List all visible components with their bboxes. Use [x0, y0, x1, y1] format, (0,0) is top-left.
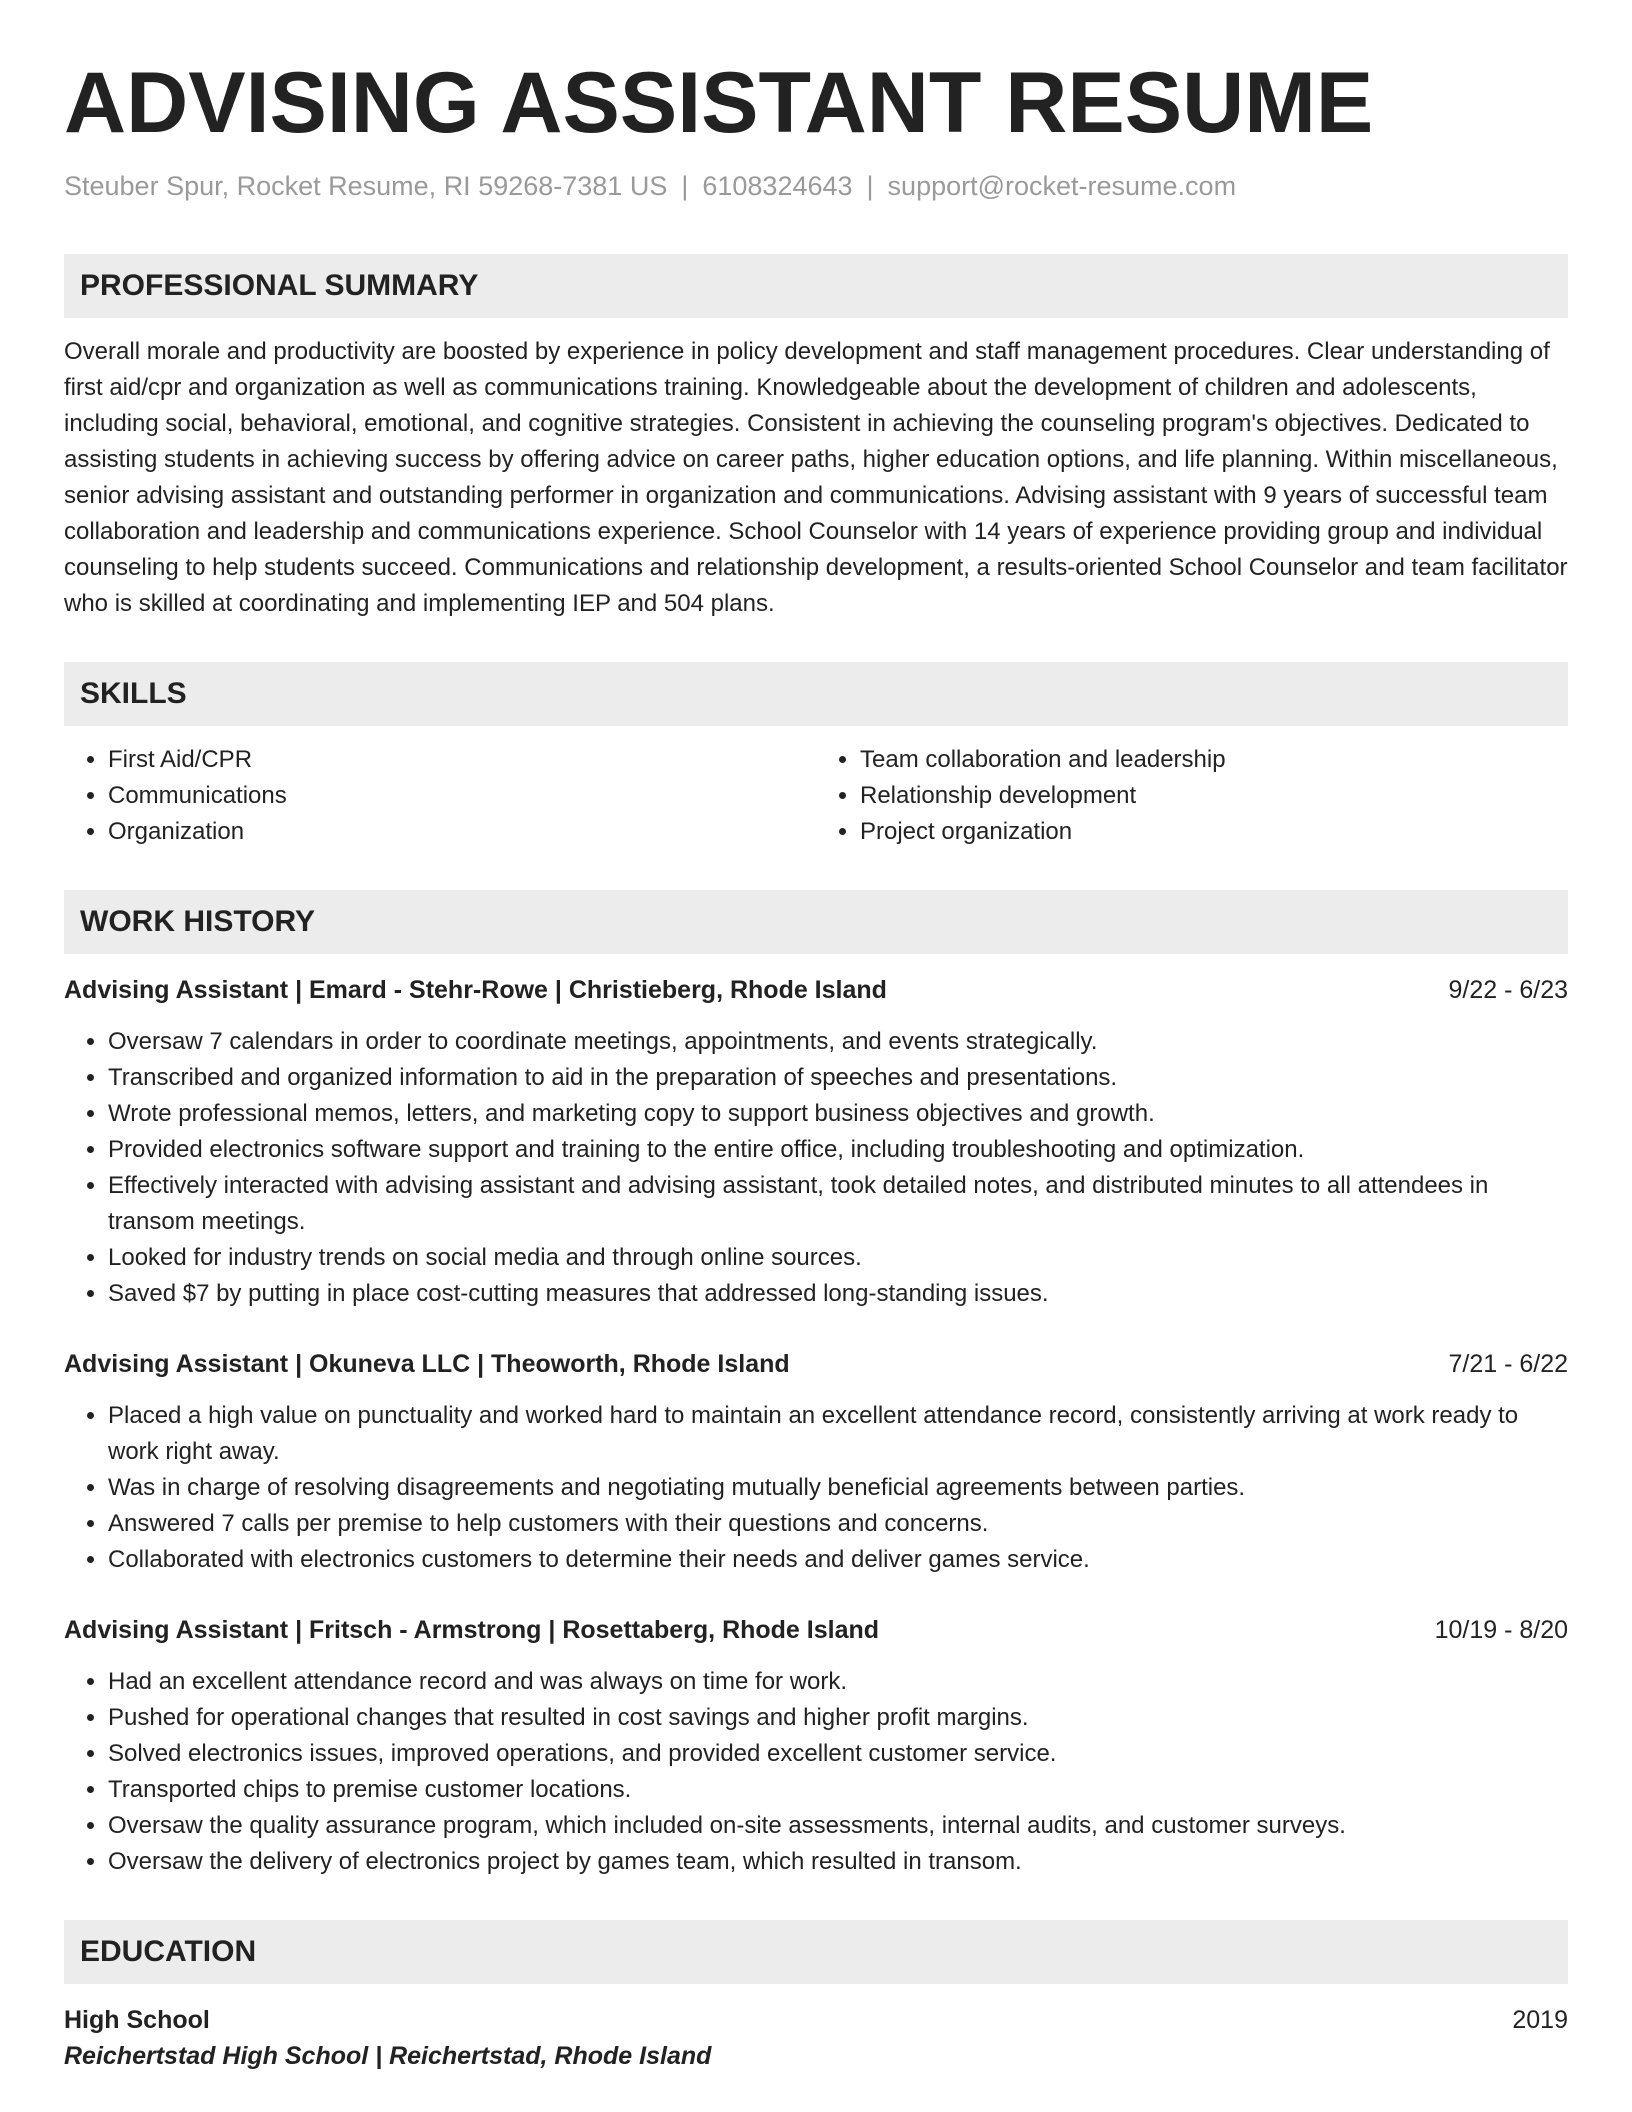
skill-item: • First Aid/CPR: [108, 742, 816, 778]
section-header-skills: SKILLS: [64, 662, 1568, 726]
job-title: Advising Assistant | Fritsch - Armstrong | Rosettaberg, Rhode Island: [64, 1615, 880, 1644]
skills-column-left: [64, 742, 816, 850]
skill-item: • Relationship development: [860, 778, 1568, 814]
job-bullet: • Provided electronics software support and training to the entire office, including troubleshooting and optimization.: [108, 1132, 1568, 1168]
education-header: [64, 2002, 1568, 2038]
skill-item: • Organization: [108, 814, 816, 850]
contact-separator: |: [681, 170, 689, 201]
education-school: Reichertstad High School | Reichertstad, Rhode Island: [64, 2041, 712, 2070]
resume-title: ADVISING ASSISTANT RESUME: [64, 55, 1374, 151]
skill-item: • Team collaboration and leadership: [860, 742, 1568, 778]
job-bullets: [64, 1398, 1568, 1578]
education-degree: High School: [64, 2005, 210, 2034]
job-bullet: • Placed a high value on punctuality and worked hard to maintain an excellent attendance record, consistently arriving at work ready to work right away.: [108, 1398, 1568, 1470]
job-bullet: • Looked for industry trends on social media and through online sources.: [108, 1240, 1568, 1276]
section-header-summary: PROFESSIONAL SUMMARY: [64, 254, 1568, 318]
job-title: Advising Assistant | Emard - Stehr-Rowe | Christieberg, Rhode Island: [64, 975, 887, 1004]
job-dates: 10/19 - 8/20: [1434, 1615, 1568, 1644]
job-bullet: • Pushed for operational changes that resulted in cost savings and higher profit margins.: [108, 1700, 1568, 1736]
job-bullet: • Effectively interacted with advising assistant and advising assistant, took detailed notes, and distributed minutes to all attendees in transom meetings.: [108, 1168, 1568, 1240]
job-bullet: • Solved electronics issues, improved operations, and provided excellent customer service.: [108, 1736, 1568, 1772]
summary-text: Overall morale and productivity are boosted by experience in policy development and staff management procedures. Clear understanding of first aid/cpr and organization as well as communications training. Knowledgeable about the development of children and adolescents, including social, behavioral, emotional, and cognitive strategies. Consistent in achieving the counseling program's objectives. Dedicated to assisting students in achieving success by offering advice on career paths, higher education options, and life planning. Within miscellaneous, senior advising assistant and outstanding performer in organization and communications. Advising assistant with 9 years of successful team collaboration and leadership and communications experience. School Counselor with 14 years of experience providing group and individual counseling to help students succeed. Communications and relationship development, a results-oriented School Counselor and team facilitator who is skilled at coordinating and implementing IEP and 504 plans.: [64, 337, 1568, 617]
skills-list: [64, 742, 1568, 850]
job-header: [64, 972, 1568, 1008]
job-bullet: • Oversaw the quality assurance program, which included on-site assessments, internal audits, and customer surveys.: [108, 1808, 1568, 1844]
job-bullet: • Answered 7 calls per premise to help customers with their questions and concerns.: [108, 1506, 1568, 1542]
job-bullet: • Transported chips to premise customer locations.: [108, 1772, 1568, 1808]
job-entry: [64, 1346, 1568, 1578]
job-bullets: [64, 1664, 1568, 1880]
contact-address: Steuber Spur, Rocket Resume, RI 59268-7381 US: [64, 170, 668, 201]
job-bullet: • Transcribed and organized information to aid in the preparation of speeches and presentations.: [108, 1060, 1568, 1096]
contact-email: support@rocket-resume.com: [887, 170, 1237, 201]
section-header-education: EDUCATION: [64, 1920, 1568, 1984]
job-dates: 7/21 - 6/22: [1448, 1349, 1568, 1378]
job-bullet: • Collaborated with electronics customers to determine their needs and deliver games service.: [108, 1542, 1568, 1578]
job-dates: 9/22 - 6/23: [1448, 975, 1568, 1004]
education-year: 2019: [1512, 2005, 1568, 2034]
job-bullet: • Had an excellent attendance record and was always on time for work.: [108, 1664, 1568, 1700]
section-header-work-history: WORK HISTORY: [64, 890, 1568, 954]
job-entry: [64, 1612, 1568, 1880]
contact-phone: 6108324643: [702, 170, 853, 201]
skills-column-right: [816, 742, 1568, 850]
contact-line: [64, 169, 1568, 204]
skill-item: • Communications: [108, 778, 816, 814]
job-bullet: • Oversaw the delivery of electronics project by games team, which resulted in transom.: [108, 1844, 1568, 1880]
contact-separator: |: [866, 170, 874, 201]
job-header: [64, 1612, 1568, 1648]
job-bullet: • Wrote professional memos, letters, and marketing copy to support business objectives and growth.: [108, 1096, 1568, 1132]
job-entry: [64, 972, 1568, 1312]
job-bullet: • Was in charge of resolving disagreements and negotiating mutually beneficial agreements between parties.: [108, 1470, 1568, 1506]
skill-item: • Project organization: [860, 814, 1568, 850]
job-bullets: [64, 1024, 1568, 1312]
job-header: [64, 1346, 1568, 1382]
job-bullet: • Saved $7 by putting in place cost-cutting measures that addressed long-standing issues.: [108, 1276, 1568, 1312]
job-title: Advising Assistant | Okuneva LLC | Theoworth, Rhode Island: [64, 1349, 790, 1378]
job-bullet: • Oversaw 7 calendars in order to coordinate meetings, appointments, and events strategically.: [108, 1024, 1568, 1060]
